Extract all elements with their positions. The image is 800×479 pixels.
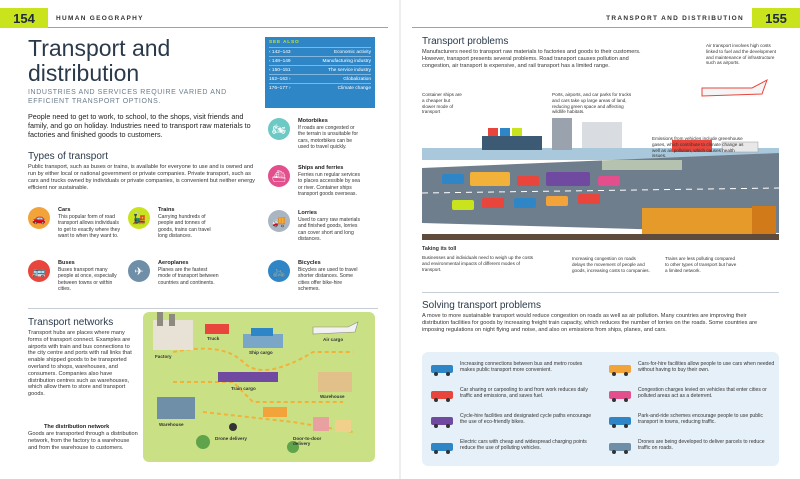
see-also-title: SEE ALSO <box>269 40 300 45</box>
map-label-air: Air cargo <box>323 337 344 342</box>
truck-shape <box>205 324 229 334</box>
see-also-pages: 176–177 › <box>269 85 291 91</box>
bicycle-icon: 🚲 <box>268 260 290 282</box>
transport-type-lorries <box>268 210 358 254</box>
transport-type-desc: Planes are the fastest mode of transport between countries and continents. <box>158 267 219 286</box>
network-map-graphic <box>143 312 375 462</box>
header-rule-right <box>412 27 752 28</box>
transport-type-desc: Ferries run regular services to places accessible by sea or river. Container ships transport goods overseas. <box>298 172 361 198</box>
see-also-item[interactable] <box>269 83 371 92</box>
traffic-car <box>598 176 620 186</box>
solution-text: Cycle-hire facilities and designated cycle paths encourage the use of eco-friendly bikes. <box>460 413 592 426</box>
solution-item <box>430 386 600 406</box>
transport-type-name: Ships and ferries <box>298 165 344 171</box>
ship-shape <box>251 328 273 336</box>
solution-item <box>608 360 778 380</box>
drone-icon <box>608 440 632 454</box>
see-also-item[interactable] <box>269 74 371 83</box>
callout-air: Air transport involves high costs linked to fuel and the development and maintenance of infrastructure such as airports. <box>706 43 776 66</box>
van-shape <box>263 407 287 417</box>
transport-type-buses <box>28 260 118 304</box>
callout-ports: Ports, airports, and car parks for trucks and cars take up large areas of land, reducing green space and affecting wildlife habitats. <box>552 92 632 115</box>
port-building <box>582 122 622 148</box>
networks-heading: Transport networks <box>28 317 114 328</box>
factory-chimney <box>157 312 163 326</box>
railway-track <box>422 234 779 240</box>
see-also-label: Climate change <box>337 85 371 91</box>
page-title: Transport and distribution <box>28 35 171 86</box>
solution-text: Car sharing or carpooling to and from work reduces daily traffic and emissions, and saves fuel. <box>460 387 588 400</box>
see-also-item[interactable] <box>269 56 371 65</box>
transport-type-cars <box>28 207 121 251</box>
traffic-car <box>514 198 536 208</box>
car-hire-icon <box>608 362 632 376</box>
solution-text: Congestion charges levied on vehicles that enter cities or polluted areas act as a deterrent. <box>638 387 767 400</box>
callout-trains: Trains are less polluting compared to other types of transport but have a limited network. <box>665 256 737 273</box>
transport-type-name: Trains <box>158 207 175 213</box>
see-also-pages: ‹ 142–143 <box>269 49 291 55</box>
solution-text: Electric cars with cheap and widespread charging points reduce the use of polluting vehicles. <box>460 439 587 452</box>
transport-type-aeroplanes <box>128 260 218 304</box>
transport-type-bicycles <box>268 260 358 304</box>
solutions-panel <box>422 352 779 466</box>
congestion-charge-icon <box>608 388 632 402</box>
callout-emissions: Emissions from vehicles include greenhouse gases, which contribute to climate change as well as air pollution, which causes health issues. <box>652 136 744 159</box>
motorbike-icon: 🏍 <box>268 118 290 140</box>
running-head-right: TRANSPORT AND DISTRIBUTION <box>606 14 744 22</box>
solution-text: Drones are being developed to deliver parcels to reduce traffic on roads. <box>638 439 765 452</box>
types-heading: Types of transport <box>28 151 109 162</box>
traffic-car <box>546 196 568 206</box>
transport-type-desc: Carrying hundreds of people and tonnes of goods, trains can travel long distances. <box>158 214 211 240</box>
callout-toll-title: Taking its toll <box>422 246 457 252</box>
transport-type-ships-and-ferries <box>268 165 361 209</box>
see-also-box <box>265 37 375 108</box>
distribution-network-map <box>143 312 375 462</box>
map-label-warehouse-2: Warehouse <box>320 394 345 399</box>
see-also-pages: 162–163 › <box>269 76 291 82</box>
see-also-label: Manufacturing industry <box>322 58 371 64</box>
right-page <box>400 0 800 479</box>
problems-text: Manufacturers need to transport raw materials to factories and goods to their customers. However, transport presents several problems. Road transport causes pollution and congestion, air transport is expensive, and rail transport has a limited range. <box>422 49 641 69</box>
train-shape <box>218 372 278 382</box>
section-divider <box>28 308 378 309</box>
car-share-icon <box>430 388 454 402</box>
solution-text: Increasing connections between bus and metro routes makes public transport more convenient. <box>460 361 583 374</box>
bus-metro-icon <box>430 362 454 376</box>
solution-item <box>608 386 778 406</box>
types-text: Public transport, such as buses or trains, is available for everyone to use and is owned and run by either local or national government or private companies. Private transport, such as cars and trucks owned by individuals or private companies, is convenient but neither energy efficient nor sustainable. <box>28 164 255 191</box>
callout-toll: Businesses and individuals need to weigh up the costs and environmental impacts of different modes of transport. <box>422 255 534 272</box>
traffic-car <box>442 174 464 184</box>
see-also-label: The service industry <box>328 67 371 73</box>
solution-item <box>608 412 778 432</box>
transport-type-desc: This popular form of road transport allows individuals to get to exactly where they want to when they want to. <box>58 214 121 240</box>
container <box>512 128 522 136</box>
container <box>488 128 498 136</box>
map-label-warehouse-1: Warehouse <box>159 422 184 427</box>
traffic-car <box>578 194 600 204</box>
solution-item <box>430 412 600 432</box>
running-head-left: HUMAN GEOGRAPHY <box>56 14 144 22</box>
transport-type-name: Aeroplanes <box>158 260 189 266</box>
ship-icon: ⛴ <box>268 165 290 187</box>
container-ship <box>482 136 542 150</box>
container <box>500 128 510 136</box>
map-label-truck: Truck <box>207 336 220 341</box>
drone-shape <box>229 423 237 431</box>
solving-heading: Solving transport problems <box>422 300 541 311</box>
transport-type-name: Buses <box>58 260 75 266</box>
solution-item <box>430 438 600 458</box>
freight-train <box>642 208 752 234</box>
see-also-label: Globalization <box>343 76 371 82</box>
traffic-bus <box>546 172 590 186</box>
traffic-car <box>452 200 474 210</box>
network-caption-title: The distribution network <box>44 424 110 430</box>
header-rule-left <box>48 27 388 28</box>
map-label-factory: Factory <box>155 354 172 359</box>
bus-icon: 🚌 <box>28 260 50 282</box>
port-crane <box>552 118 572 150</box>
see-also-item[interactable] <box>269 65 371 74</box>
park-ride-icon <box>608 414 632 428</box>
map-label-ship: Ship cargo <box>249 350 273 355</box>
emission-cloud <box>602 160 682 170</box>
plane-icon: ✈ <box>128 260 150 282</box>
map-label-train: Train cargo <box>231 386 256 391</box>
map-label-door: Door-to-door delivery <box>293 436 322 446</box>
transport-type-desc: Bicycles are used to travel shorter distances. Some cities offer bike-hire schemes. <box>298 267 358 293</box>
intro-text: People need to get to work, to school, to the shops, visit friends and family, and go on holiday. Industries need to transport raw materials to factories and finished goods to customers. <box>28 112 251 139</box>
see-also-item[interactable] <box>269 47 371 56</box>
airplane <box>702 80 767 96</box>
traffic-car <box>517 176 539 186</box>
see-also-pages: ‹ 148–149 <box>269 58 291 64</box>
networks-text: Transport hubs are places where many forms of transport connect. Examples are airports with train and bus connections to the city centre and ports with rail links that enable shipped goods to be transported overland to shops, warehouses, and consumers. Companies also have distribution centres such as warehouses, which allow them to store and transport goods. <box>28 330 132 398</box>
river-shape <box>243 334 283 348</box>
transport-type-motorbikes <box>268 118 358 162</box>
traffic-car <box>482 198 504 208</box>
transport-type-name: Cars <box>58 207 71 213</box>
warehouse-building <box>157 397 195 419</box>
network-route <box>173 382 343 402</box>
train-icon: 🚂 <box>128 207 150 229</box>
transport-type-desc: If roads are congested or the terrain is unsuitable for cars, motorbikes can be used to travel quickly. <box>298 125 359 151</box>
car-icon: 🚗 <box>28 207 50 229</box>
page-subtitle: INDUSTRIES AND SERVICES REQUIRE VARIED AND EFFICIENT TRANSPORT OPTIONS. <box>28 89 227 105</box>
cycle-hire-icon <box>430 414 454 428</box>
problems-heading: Transport problems <box>422 36 509 47</box>
solution-text: Park-and-ride schemes encourage people to use public transport in towns, reducing traffic. <box>638 413 763 426</box>
house-shape <box>313 417 329 431</box>
network-caption: Goods are transported through a distribution network, from the factory to a warehouse and from the warehouse to customers. <box>28 431 138 451</box>
electric-car-icon <box>430 440 454 454</box>
tree-shape <box>196 435 210 449</box>
warehouse-building <box>318 372 352 392</box>
factory-chimney <box>169 314 175 326</box>
transport-type-trains <box>128 207 218 251</box>
solving-text: A move to more sustainable transport would reduce congestion on roads as well as air pollution. Many countries are improving their distribution facilities for goods by increasing freight train capacity, which reduces the number of lorries on the roads. Some countries are imposing regulations on night flying and noise, and also on emissions from ships, planes, and cars. <box>422 313 758 333</box>
section-divider-right <box>422 292 779 293</box>
transport-type-desc: Buses transport many people at once, especially between towns or within cities. <box>58 267 117 293</box>
school-bus <box>470 172 510 186</box>
lorry-icon: 🚚 <box>268 210 290 232</box>
transport-problems-scene <box>422 58 779 268</box>
page-number-left: 154 <box>0 8 48 28</box>
solution-item <box>430 360 600 380</box>
callout-ships: Container ships are a cheaper but slower mode of transport <box>422 92 462 115</box>
page-number-right: 155 <box>752 8 800 28</box>
plane-shape <box>313 322 358 334</box>
transport-type-desc: Used to carry raw materials and finished goods, lorries can cover short and long distances. <box>298 217 360 243</box>
callout-congestion: Increasing congestion on roads delays the movement of people and goods, increasing costs to companies. <box>572 256 650 273</box>
transport-type-name: Lorries <box>298 210 317 216</box>
see-also-pages: ‹ 150–151 <box>269 67 291 73</box>
see-also-label: Economic activity <box>333 49 371 55</box>
solution-item <box>608 438 778 458</box>
transport-type-name: Bicycles <box>298 260 321 266</box>
train-locomotive <box>752 206 776 234</box>
transport-type-name: Motorbikes <box>298 118 328 124</box>
solution-text: Cars-for-hire facilities allow people to use cars when needed without having to buy their own. <box>638 361 775 374</box>
map-label-drone: Drone delivery <box>215 436 247 441</box>
house-shape <box>335 420 351 432</box>
